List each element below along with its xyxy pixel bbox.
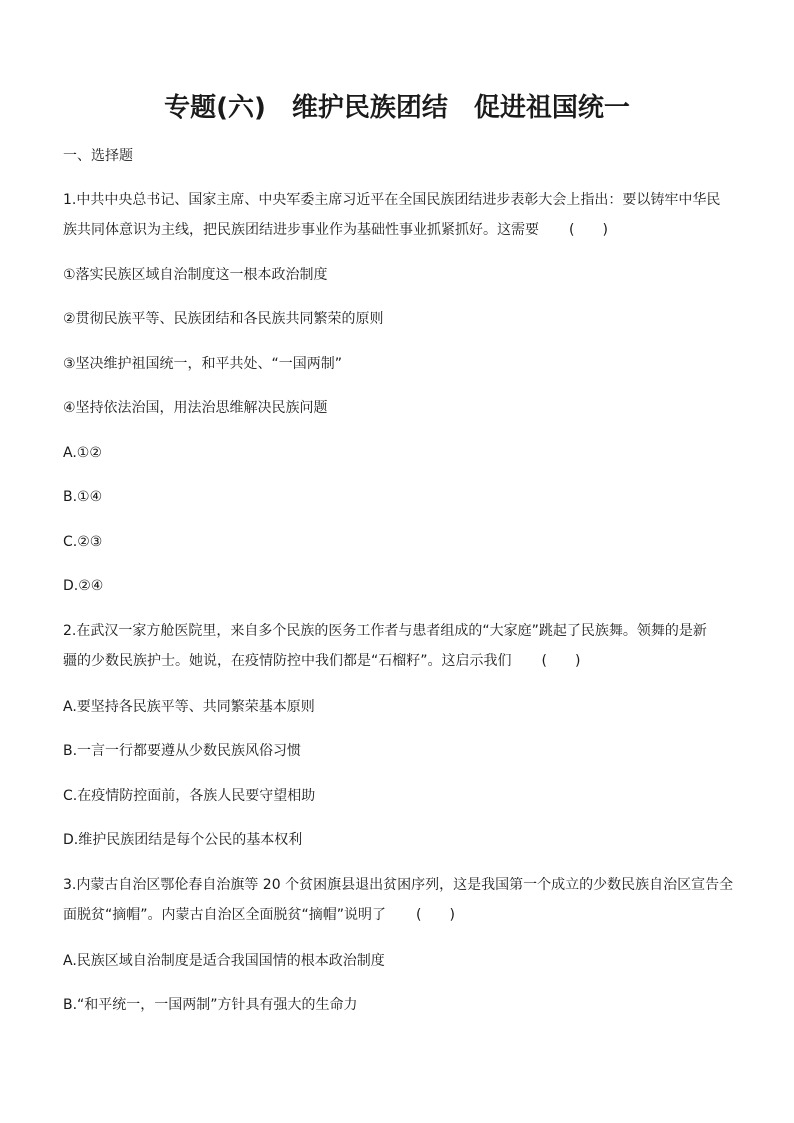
page-title: 专题(六) 维护民族团结 促进祖国统一	[164, 93, 630, 123]
question-1-answer-blank: ( )	[569, 222, 608, 238]
question-1-item-2: ②贯彻民族平等、民族团结和各民族共同繁荣的原则	[63, 311, 384, 327]
question-1-item-4: ④坚持依法治国，用法治思维解决民族问题	[63, 400, 328, 416]
question-3-stem-line-2	[63, 905, 743, 925]
question-3-answer-blank: ( )	[416, 907, 455, 923]
question-3-option-a: A.民族区域自治制度是适合我国国情的根本政治制度	[63, 953, 385, 969]
question-2-option-a: A.要坚持各民族平等、共同繁荣基本原则	[63, 699, 315, 715]
question-1-option-a: A.①②	[63, 445, 102, 461]
question-2-option-c: C.在疫情防控面前，各族人民要守望相助	[63, 788, 316, 804]
question-1-option-c: C.②③	[63, 534, 103, 550]
section-heading: 一、选择题	[63, 148, 133, 164]
question-1-stem-line-1: 1.中共中央总书记、国家主席、中央军委主席习近平在全国民族团结进步表彰大会上指出：要以铸牢中华民	[63, 192, 721, 208]
question-1-stem-text: 族共同体意识为主线，把民族团结进步事业作为基础性事业抓紧抓好。这需要	[63, 222, 539, 238]
question-3-stem-text: 面脱贫“摘帽”。内蒙古自治区全面脱贫“摘帽”说明了	[63, 907, 387, 923]
question-1-option-b: B.①④	[63, 489, 103, 505]
question-2-option-b: B.一言一行都要遵从少数民族风俗习惯	[63, 743, 302, 759]
question-3-stem-line-1: 3.内蒙古自治区鄂伦春自治旗等 20 个贫困旗县退出贫困序列，这是我国第一个成立的少数民族自治区宣告全	[63, 877, 734, 893]
question-3-option-b: B.“和平统一，一国两制”方针具有强大的生命力	[63, 997, 358, 1013]
question-1-stem-line-2	[63, 220, 743, 240]
question-2-stem-text: 疆的少数民族护士。她说，在疫情防控中我们都是“石榴籽”。这启示我们	[63, 653, 512, 669]
question-1-item-3: ③坚决维护祖国统一，和平共处、“一国两制”	[63, 356, 343, 372]
question-1-option-d: D.②④	[63, 578, 104, 594]
question-2-stem-line-2	[63, 651, 743, 671]
question-2-answer-blank: ( )	[541, 653, 581, 669]
question-2-stem-line-1: 2.在武汉一家方舱医院里，来自多个民族的医务工作者与患者组成的“大家庭”跳起了民族舞。领舞的是新	[63, 623, 707, 639]
question-1-item-1: ①落实民族区域自治制度这一根本政治制度	[63, 267, 328, 283]
question-2-option-d: D.维护民族团结是每个公民的基本权利	[63, 832, 303, 848]
